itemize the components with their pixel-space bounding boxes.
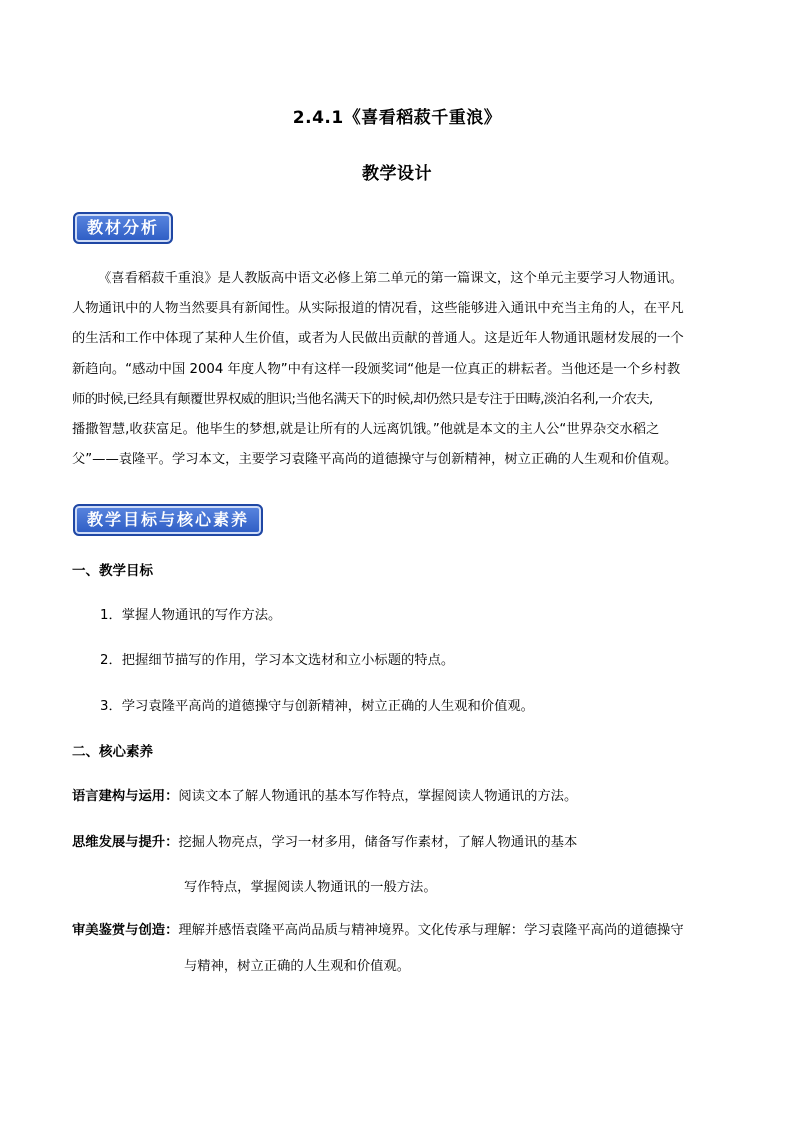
- paragraph-line: 新趋向。“感动中国 2004 年度人物”中有这样一段颁奖词“他是一位真正的耕耘者。当他还是一个乡村教: [72, 361, 681, 377]
- goal-item: 2．把握细节描写的作用，学习本文选材和立小标题的特点。: [100, 653, 455, 668]
- paragraph-line: 人物通讯中的人物当然要具有新闻性。从实际报道的情况看，这些能够进入通讯中充当主角的人，在平凡: [72, 301, 684, 317]
- core-text: 理解并感悟袁隆平高尚品质与精神境界。文化传承与理解：学习袁隆平高尚的道德操守: [178, 923, 684, 938]
- materials-paragraph: [72, 264, 724, 475]
- core-label: 审美鉴赏与创造：: [72, 923, 179, 938]
- section-badge-materials: 教材分析: [73, 212, 173, 244]
- heading-core-literacy: 二、核心素养: [72, 744, 153, 760]
- paragraph-line: 的生活和工作中体现了某种人生价值，或者为人民做出贡献的普通人。这是近年人物通讯题材发展的一个: [72, 331, 684, 347]
- core-item-aesthetic: [72, 919, 684, 938]
- goal-item: 1．掌握人物通讯的写作方法。: [100, 608, 282, 623]
- heading-teaching-goals: 一、教学目标: [72, 563, 153, 579]
- core-text-continued: 写作特点，掌握阅读人物通讯的一般方法。: [184, 880, 437, 895]
- goal-item: 3．学习袁隆平高尚的道德操守与创新精神，树立正确的人生观和价值观。: [100, 699, 534, 714]
- document-title: 2.4.1《喜看稻菽千重浪》: [292, 108, 502, 128]
- paragraph-line: 父”——袁隆平。学习本文，主要学习袁隆平高尚的道德操守与创新精神，树立正确的人生观和价值观。: [72, 452, 678, 468]
- core-item-thinking: [72, 831, 577, 850]
- core-text: 挖掘人物亮点，学习一材多用，储备写作素材，了解人物通讯的基本: [178, 835, 578, 850]
- core-label: 思维发展与提升：: [72, 835, 179, 850]
- paragraph-line: 《喜看稻菽千重浪》是人教版高中语文必修上第二单元的第一篇课文，这个单元主要学习人物通讯。: [98, 271, 684, 286]
- document-subtitle: 教学设计: [362, 164, 432, 184]
- core-label: 语言建构与运用：: [72, 789, 179, 804]
- core-text: 阅读文本了解人物通讯的基本写作特点，掌握阅读人物通讯的方法。: [178, 789, 578, 804]
- paragraph-line: 播撒智慧,收获富足。他毕生的梦想,就是让所有的人远离饥饿。”他就是本文的主人公“世界杂交水稻之: [72, 421, 660, 437]
- core-item-language: [72, 785, 577, 804]
- section-badge-goals: 教学目标与核心素养: [73, 504, 263, 536]
- paragraph-line: 师的时候,已经具有颠覆世界权威的胆识;当他名满天下的时候,却仍然只是专注于田畴,淡泊名利,一介农夫,: [72, 391, 653, 407]
- core-text-continued: 与精神，树立正确的人生观和价值观。: [184, 959, 411, 974]
